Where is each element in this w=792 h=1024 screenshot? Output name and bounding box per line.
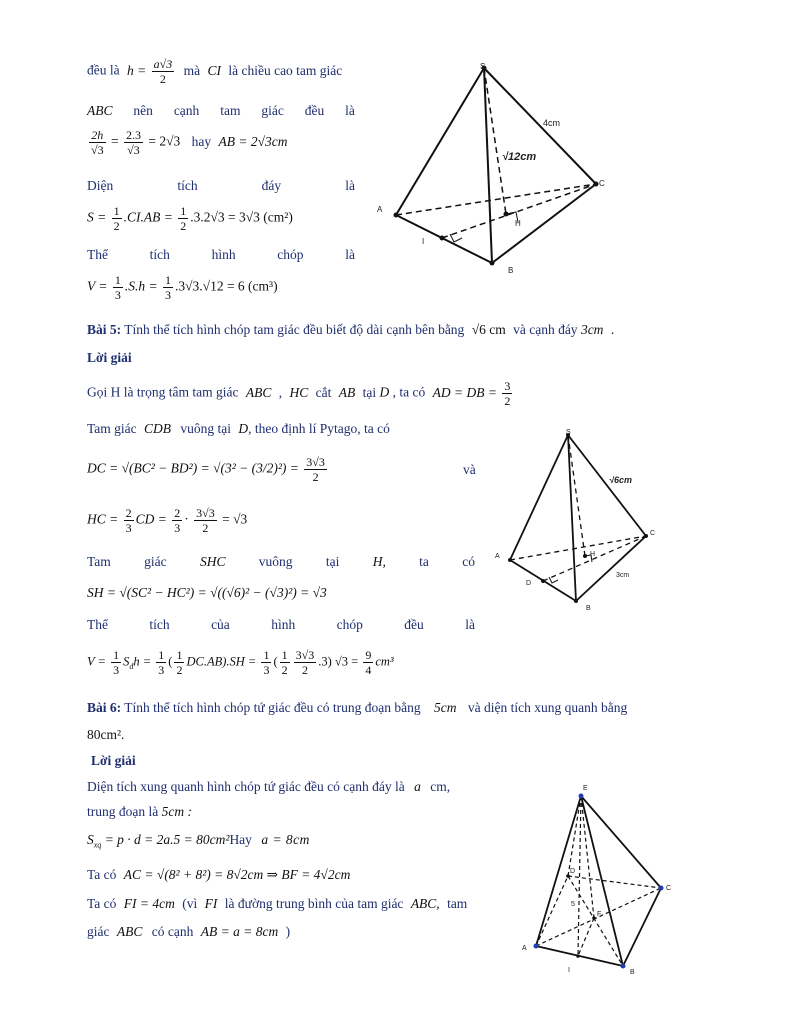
- figure-triangular-pyramid-2: [492, 425, 662, 615]
- fraction: $\frac{1}{3}$: [158, 648, 165, 677]
- bai6-line3: $S_{xq} = p \cdot d = 2a.5 = 80cm^2Hay$ a = 8cm: [87, 832, 310, 850]
- fraction: $\frac{a√3}{2}$: [153, 57, 173, 86]
- bai6-solution-title: Lời giải: [91, 753, 136, 768]
- edge-BC: [492, 184, 596, 263]
- label-E: E: [583, 785, 588, 792]
- sec4-line1: đều là h = $\frac{a√3}{2}$ mà CI là chiều cao tam giác: [87, 57, 343, 86]
- bai5-line2: Tam giác CDB vuông tại D, theo định lí Pytago, ta có: [87, 421, 390, 436]
- fraction: $\frac{3√3}{2}$: [196, 506, 215, 535]
- edge-AC: [396, 184, 596, 215]
- label-C: C: [599, 179, 605, 188]
- bai5-line3: DC = √(BC² − BD²) = √(3² − (3/2)²) = $\frac{3√3}{2}$: [87, 455, 325, 484]
- bai5-line7: Thể tích của hình chóp đều là: [87, 617, 475, 632]
- bai5-label: Bài 5:: [87, 322, 122, 337]
- fraction: $\frac{1}{2}$: [180, 204, 187, 233]
- edge-SA: [396, 68, 484, 215]
- bai5-line4: HC = $\frac{2}{3}$ CD = $\frac{2}{3}$ · $\frac{3√3}{2}$ = √3: [87, 506, 248, 535]
- fraction: $\frac{9}{4}$: [365, 648, 372, 677]
- label-B: B: [586, 605, 591, 612]
- edge-SB: [484, 68, 492, 263]
- edge-SC: [484, 68, 596, 184]
- fraction: $\frac{3}{2}$: [504, 379, 511, 408]
- bai5-line5: Tam giác SHC vuông tại H, ta có: [87, 554, 475, 569]
- sec4-line4: Diện tích đáy là: [87, 178, 355, 193]
- label-B: B: [508, 266, 514, 275]
- bai5-and: và: [463, 462, 476, 477]
- bai6-area: 80cm².: [87, 727, 125, 742]
- bai6-line5: Ta có FI = 4cm (vì FI là đường trung bình của tam giác ABC, tam: [87, 896, 468, 911]
- bai6-label: Bài 6:: [87, 700, 122, 715]
- figure-triangular-pyramid-1: [372, 60, 622, 275]
- segment-FI: [578, 918, 594, 956]
- label-A: A: [522, 945, 527, 952]
- label-H: H: [515, 219, 521, 228]
- label-C: C: [650, 530, 656, 537]
- label-H: H: [590, 551, 596, 558]
- median-CD: [543, 536, 646, 581]
- label-I: I: [422, 237, 425, 246]
- sec4-line3: $\frac{2h}{√3}$ = $\frac{2.3}{√3}$ = 2√3 hay AB = 2√3cm: [91, 128, 288, 157]
- edge-SA: [510, 435, 568, 560]
- edge-AD: [536, 876, 568, 946]
- label-A: A: [495, 553, 500, 560]
- label-I: I: [568, 967, 570, 974]
- bai5-line8: V = $\frac{1}{3}$ $S_đh$ = $\frac{1}{3}$ ( $\frac{1}{2}$ DC.AB).SH = $\frac{1}{3}$ ( $\frac{1}{2}$ $\frac{3√3}{2}$ .3) √3 = $\frac{9}{4}$ cm³: [87, 648, 394, 677]
- diagonal-DB: [568, 876, 623, 966]
- right-angle-mark: [549, 577, 558, 583]
- bai5-line1: Gọi H là trọng tâm tam giác ABC , HC cắt AB tại D , ta có AD = DB = $\frac{3}{2}$: [87, 379, 511, 408]
- sec4-line2: ABC nên cạnh tam giác đều là: [87, 103, 355, 118]
- edge-BC: [623, 888, 661, 966]
- bai6-line1: Diện tích xung quanh hình chóp tứ giác đều có cạnh đáy là a cm,: [87, 779, 451, 794]
- label-edge-length: 4cm: [543, 118, 561, 128]
- fraction: $\frac{1}{2}$: [176, 648, 183, 677]
- sec4-line7: V = $\frac{1}{3}$ .S.h = $\frac{1}{3}$ .3√3.√12 = 6 (cm³): [87, 273, 278, 302]
- label-A: A: [377, 205, 383, 214]
- bai6-line2: trung đoạn là 5cm :: [87, 804, 192, 819]
- label-C: C: [666, 885, 672, 892]
- fraction: $\frac{2}{3}$: [174, 506, 181, 535]
- label-D: D: [570, 868, 576, 875]
- median-CI: [442, 184, 596, 238]
- edge-AC: [510, 536, 646, 560]
- edge-BC: [576, 536, 646, 601]
- bai5-solution-title: Lời giải: [87, 350, 132, 365]
- fraction: $\frac{1}{3}$: [114, 273, 121, 302]
- bai6-problem: Bài 6: Tính thể tích hình chóp tứ giác đều có trung đoạn bằng 5cm và diện tích xung quanh bằng: [87, 700, 628, 715]
- fraction: $\frac{1}{2}$: [281, 648, 288, 677]
- fraction: $\frac{1}{2}$: [113, 204, 120, 233]
- edge-DC: [568, 876, 661, 888]
- bai6-line6: giác ABC có cạnh AB = a = 8cm ): [87, 924, 291, 939]
- label-F: F: [597, 911, 602, 918]
- label-S: S: [480, 62, 486, 71]
- fraction: $\frac{2.3}{√3}$: [125, 128, 141, 157]
- edge-SB: [568, 435, 576, 601]
- fraction: $\frac{3√3}{2}$: [295, 648, 315, 677]
- label-edge-length: √6cm: [609, 475, 632, 485]
- fraction: $\frac{1}{3}$: [263, 648, 270, 677]
- bai5-problem: Bài 5: Tính thể tích hình chóp tam giác đều biết độ dài cạnh bên bằng √6 cm và cạnh đáy 3cm .: [87, 322, 615, 337]
- edge-ED: [568, 796, 581, 876]
- label-height: √12cm: [502, 151, 537, 163]
- label-D: D: [526, 580, 532, 587]
- fraction: $\frac{2}{3}$: [125, 506, 132, 535]
- figure-square-pyramid: [512, 778, 682, 982]
- edge-SC: [568, 435, 646, 536]
- sec4-line5: S = $\frac{1}{2}$ .CI.AB = $\frac{1}{2}$ .3.2√3 = 3√3 (cm²): [87, 204, 293, 233]
- fraction: $\frac{1}{3}$: [165, 273, 171, 302]
- bai5-line6: SH = √(SC² − HC²) = √((√6)² − (√3)²) = √3: [87, 585, 327, 600]
- sec4-line6: Thể tích hình chóp là: [87, 247, 355, 262]
- fraction: $\frac{3√3}{2}$: [306, 455, 325, 484]
- label-base-length: 3cm: [616, 572, 630, 579]
- label-S: S: [566, 429, 571, 436]
- apothem-EI: [578, 796, 581, 956]
- fraction: $\frac{2h}{√3}$: [91, 128, 104, 157]
- label-B: B: [630, 969, 635, 976]
- bai6-line4: Ta có AC = √(8² + 8²) = 8√2cm ⇒ BF = 4√2cm: [87, 867, 351, 882]
- label-apothem: 5: [571, 901, 575, 908]
- fraction: $\frac{1}{3}$: [113, 648, 120, 677]
